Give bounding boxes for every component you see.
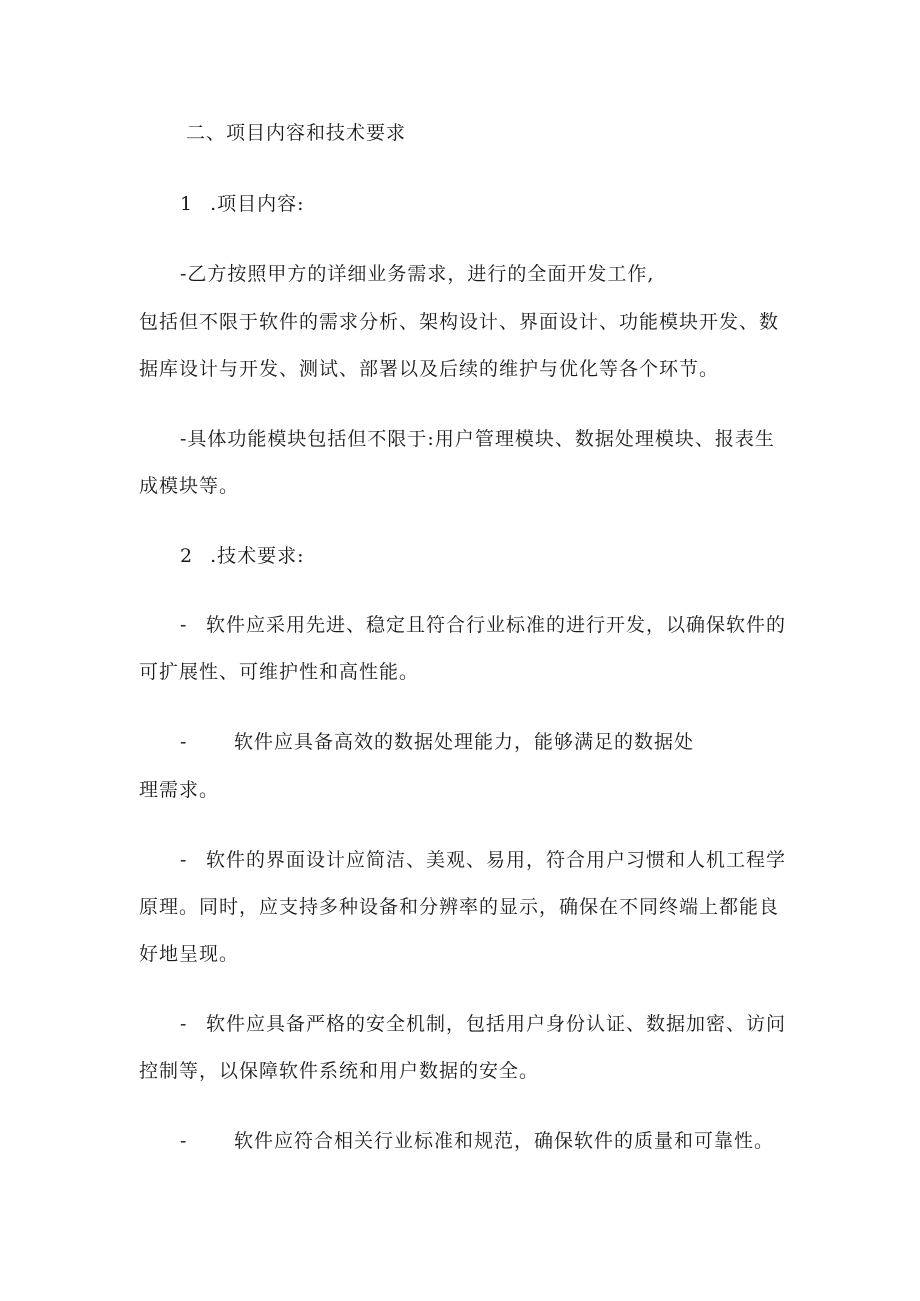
tech-item-2-dash: - bbox=[180, 731, 188, 753]
tech-item-3-dash: - bbox=[180, 849, 188, 871]
tech-item-1-dash: - bbox=[180, 614, 188, 636]
subsection-heading-1 bbox=[180, 192, 305, 216]
tech-item-3-line-3: 好地呈现。 bbox=[139, 943, 240, 965]
tech-item-1-line-1: 软件应采用先进、稳定且符合行业标准的进行开发，以确保软件的 bbox=[206, 614, 787, 636]
tech-item-3-line-2: 原理。同时，应支持多种设备和分辨率的显示，确保在不同终端上都能良 bbox=[139, 896, 780, 918]
content-item-1-line-2: 包括但不限于软件的需求分析、架构设计、界面设计、功能模块开发、数 bbox=[139, 311, 780, 333]
tech-item-2-line-1: 软件应具备高效的数据处理能力，能够满足的数据处 bbox=[234, 731, 695, 753]
tech-item-1-line-2: 可扩展性、可维护性和高性能。 bbox=[139, 661, 420, 683]
tech-item-2-line-2: 理需求。 bbox=[139, 779, 220, 801]
content-item-2-line-2: 成模块等。 bbox=[139, 475, 240, 497]
tech-item-4-dash: - bbox=[180, 1013, 188, 1035]
tech-item-5-dash: - bbox=[180, 1130, 188, 1152]
tech-item-4-line-2: 控制等，以保障软件系统和用户数据的安全。 bbox=[139, 1060, 540, 1082]
tech-item-4-line-1: 软件应具备严格的安全机制，包括用户身份认证、数据加密、访问 bbox=[206, 1013, 787, 1035]
tech-item-5-line-1: 软件应符合相关行业标准和规范，确保软件的质量和可靠性。 bbox=[234, 1130, 775, 1152]
subsection-number: 1 bbox=[180, 193, 194, 215]
subsection-title: .技术要求: bbox=[210, 545, 305, 567]
content-item-1-line-3: 据库设计与开发、测试、部署以及后续的维护与优化等各个环节。 bbox=[139, 358, 720, 380]
section-heading: 二、项目内容和技术要求 bbox=[186, 122, 407, 144]
content-item-1-line-1: -乙方按照甲方的详细业务需求，进行的全面开发工作, bbox=[180, 263, 655, 285]
subsection-number: 2 bbox=[180, 545, 194, 567]
subsection-title: .项目内容: bbox=[210, 193, 305, 215]
tech-item-3-line-1: 软件的界面设计应简洁、美观、易用，符合用户习惯和人机工程学 bbox=[206, 849, 787, 871]
content-item-2-line-1: -具体功能模块包括但不限于:用户管理模块、数据处理模块、报表生 bbox=[180, 428, 775, 450]
subsection-heading-2 bbox=[180, 544, 305, 568]
